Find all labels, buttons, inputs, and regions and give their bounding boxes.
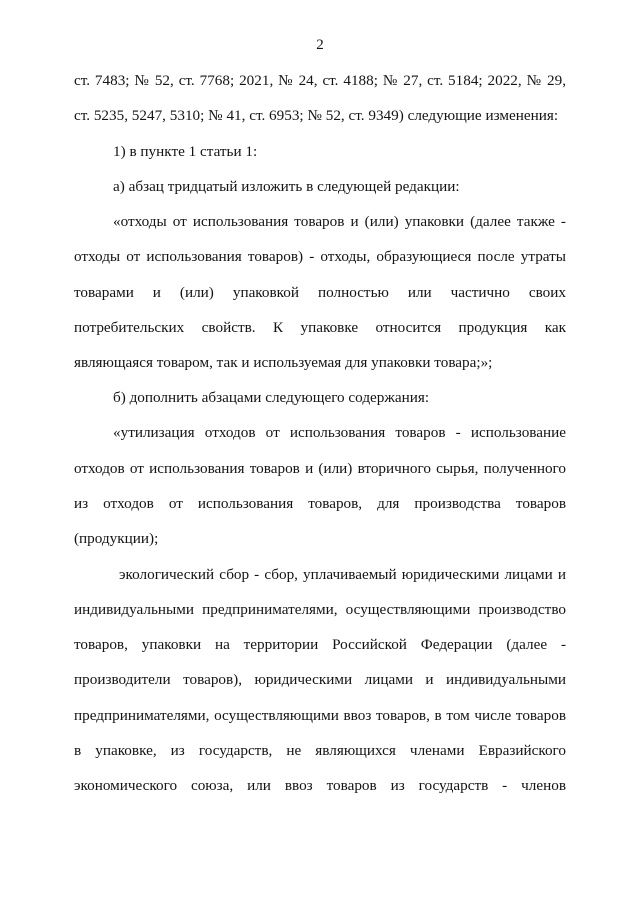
text-line: «отходы от использования товаров и (или) упаковки (далее также - — [113, 213, 566, 230]
text-line: предпринимателями, осуществляющими ввоз товаров, в том числе товаров — [74, 707, 566, 724]
text-line: ст. 7483; № 52, ст. 7768; 2021, № 24, ст. 4188; № 27, ст. 5184; 2022, № 29, — [74, 72, 566, 89]
text-line: (продукции); — [74, 530, 159, 547]
text-line: потребительских свойств. К упаковке относится продукция как — [74, 319, 566, 336]
text-line: экономического союза, или ввоз товаров из государств - членов — [74, 777, 566, 794]
text-line: из отходов от использования товаров, для производства товаров — [74, 495, 566, 512]
text-line: индивидуальными предпринимателями, осуществляющими производство — [74, 601, 566, 618]
text-line: ст. 5235, 5247, 5310; № 41, ст. 6953; № 52, ст. 9349) следующие изменения: — [74, 107, 559, 124]
text-line: отходов от использования товаров и (или) вторичного сырья, полученного — [74, 460, 566, 477]
text-line: отходы от использования товаров) - отходы, образующиеся после утраты — [74, 248, 566, 265]
text-line: товарами и (или) упаковкой полностью или частично своих — [74, 284, 566, 301]
text-line: а) абзац тридцатый изложить в следующей редакции: — [113, 178, 460, 195]
text-line: производители товаров), юридическими лицами и индивидуальными — [74, 671, 566, 688]
text-line: «утилизация отходов от использования товаров - использование — [113, 424, 566, 441]
text-line: 1) в пункте 1 статьи 1: — [113, 143, 258, 160]
text-line: экологический сбор - сбор, уплачиваемый юридическими лицами и — [119, 566, 566, 583]
page-number: 2 — [316, 37, 324, 53]
text-line: являющаяся товаром, так и используемая для упаковки товара;»; — [74, 354, 493, 371]
text-line: б) дополнить абзацами следующего содержания: — [113, 389, 430, 406]
text-line: в упаковке, из государств, не являющихся членами Евразийского — [74, 742, 566, 759]
text-line: товаров, упаковки на территории Российской Федерации (далее - — [74, 636, 566, 653]
